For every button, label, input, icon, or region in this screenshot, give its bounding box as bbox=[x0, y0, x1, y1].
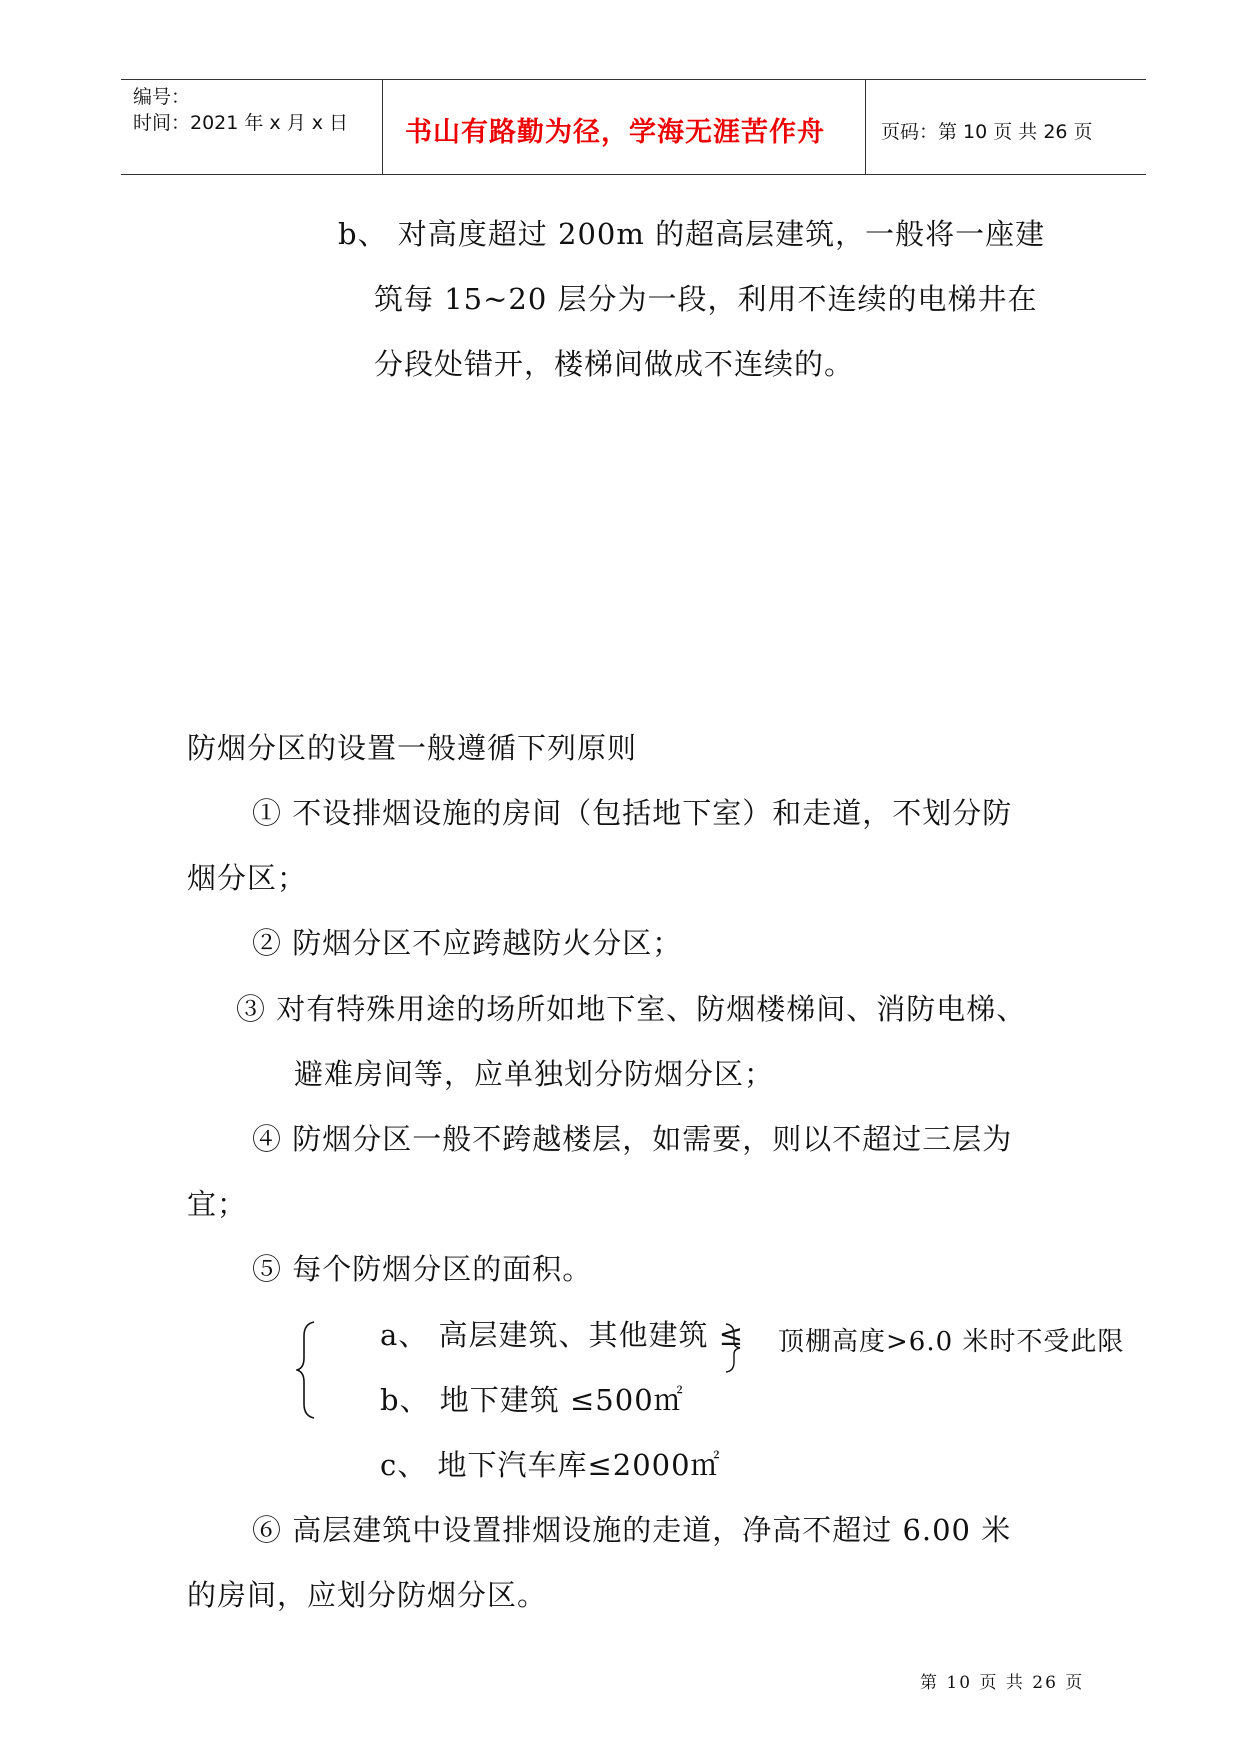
sub-item-a: a、 高层建筑、其他建筑 ≤ bbox=[380, 1318, 745, 1352]
ceiling-height-note: 顶棚高度>6.0 米时不受此限 bbox=[778, 1327, 1125, 1357]
header-page-code: 页码：第 10 页 共 26 页 bbox=[881, 121, 1093, 143]
sub-item-b: b、 地下建筑 ≤500㎡ bbox=[380, 1383, 684, 1417]
rule-5: ⑤ 每个防烟分区的面积。 bbox=[252, 1252, 593, 1286]
rule-4-line-1: ④ 防烟分区一般不跨越楼层，如需要，则以不超过三层为 bbox=[252, 1122, 1013, 1156]
rule-4-line-2: 宜； bbox=[187, 1187, 248, 1221]
footer-page-number: 第 10 页 共 26 页 bbox=[920, 1673, 1085, 1693]
header-info-cell bbox=[121, 80, 383, 174]
rule-6-line-2: 的房间，应划分防烟分区。 bbox=[187, 1578, 548, 1612]
rule-6-line-1: ⑥ 高层建筑中设置排烟设施的走道，净高不超过 6.00 米 bbox=[252, 1513, 1012, 1547]
rule-1-line-1: ① 不设排烟设施的房间（包括地下室）和走道，不划分防 bbox=[252, 796, 1013, 830]
b-item-line-3: 分段处错开，楼梯间做成不连续的。 bbox=[374, 347, 855, 381]
small-brace-icon bbox=[722, 1322, 744, 1374]
b-item-line-2: 筑每 15~20 层分为一段，利用不连续的电梯井在 bbox=[374, 282, 1038, 316]
rule-3-line-2: 避难房间等，应单独划分防烟分区； bbox=[294, 1057, 775, 1091]
left-brace-icon bbox=[296, 1320, 320, 1420]
header-page-cell bbox=[866, 80, 1146, 174]
b-item-line-1: b、 对高度超过 200m 的超高层建筑，一般将一座建 bbox=[338, 217, 1046, 251]
header-motto: 书山有路勤为径，学海无涯苦作舟 bbox=[405, 117, 825, 148]
smoke-partition-title: 防烟分区的设置一般遵循下列原则 bbox=[187, 731, 638, 765]
rule-2: ② 防烟分区不应跨越防火分区； bbox=[252, 926, 683, 960]
rule-3-line-1: ③ 对有特殊用途的场所如地下室、防烟楼梯间、消防电梯、 bbox=[236, 992, 1027, 1026]
page-header bbox=[121, 79, 1146, 175]
sub-item-c: c、 地下汽车库≤2000㎡ bbox=[380, 1448, 721, 1482]
document-time-label: 时间：2021 年 x 月 x 日 bbox=[133, 112, 349, 134]
document-number-label: 编号： bbox=[133, 86, 191, 108]
header-motto-cell bbox=[383, 80, 866, 174]
rule-1-line-2: 烟分区； bbox=[187, 861, 308, 895]
